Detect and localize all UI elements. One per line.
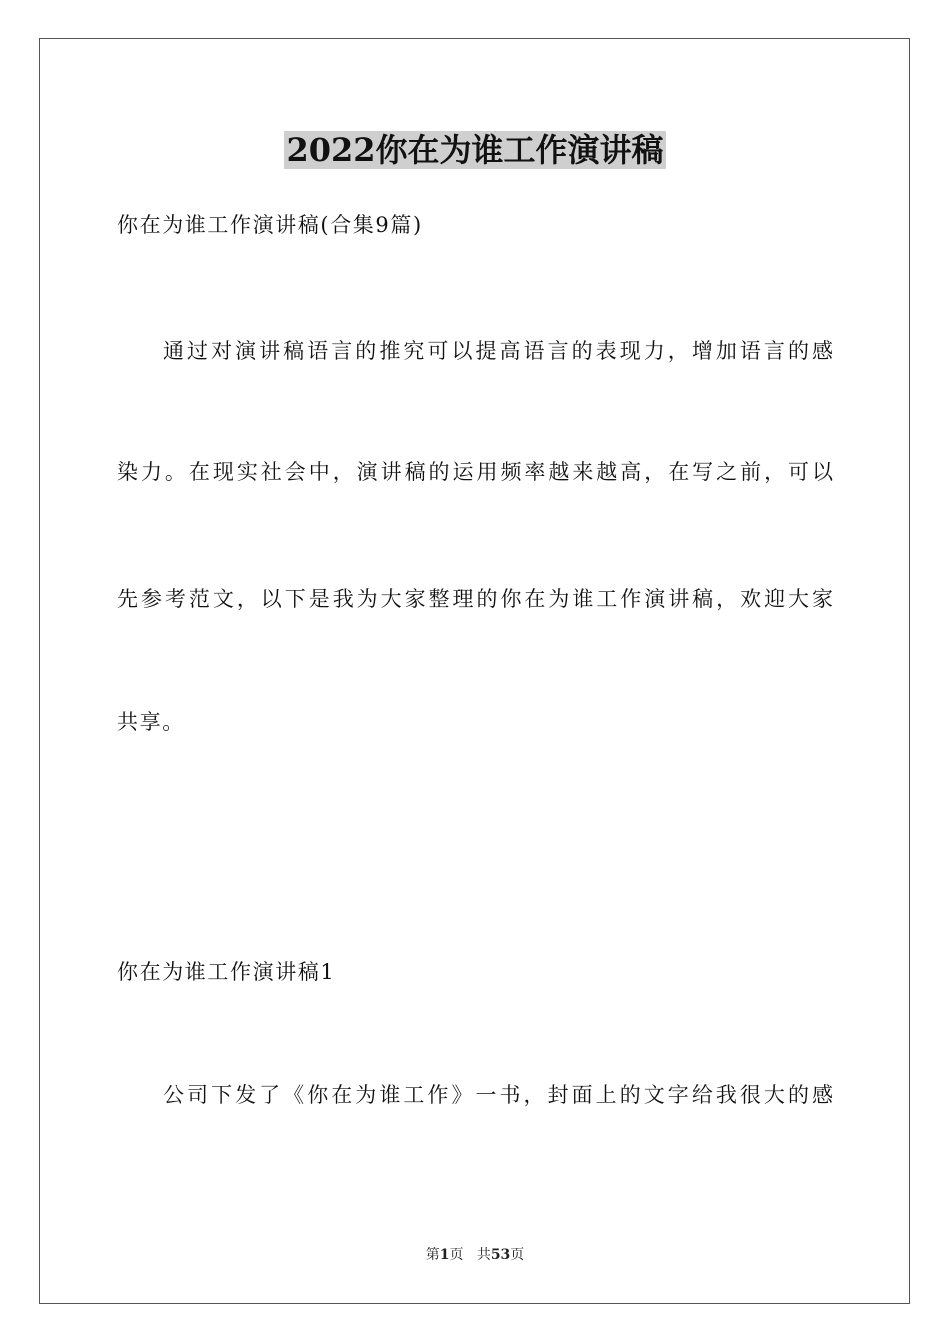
footer-total-suffix: 页 xyxy=(510,1247,525,1263)
footer-prefix: 第 xyxy=(425,1247,440,1263)
intro-line-4: 共享。 xyxy=(117,710,185,734)
footer-total-prefix: 共 xyxy=(476,1247,491,1263)
section-first-line: 公司下发了《你在为谁工作》一书，封面上的文字给我很大的感 xyxy=(163,1083,833,1107)
document-title xyxy=(0,128,950,172)
intro-line-2: 染力。在现实社会中，演讲稿的运用频率越来越高，在写之前，可以 xyxy=(117,460,833,484)
section-heading: 你在为谁工作演讲稿1 xyxy=(117,960,336,984)
intro-line-3: 先参考范文，以下是我为大家整理的你在为谁工作演讲稿，欢迎大家 xyxy=(117,587,833,611)
document-subtitle: 你在为谁工作演讲稿(合集9篇) xyxy=(117,213,423,237)
document-title-text: 2022你在为谁工作演讲稿 xyxy=(286,131,664,169)
page-footer xyxy=(0,1245,950,1265)
intro-line-1: 通过对演讲稿语言的推究可以提高语言的表现力，增加语言的感 xyxy=(163,339,833,363)
footer-total-pages: 53 xyxy=(490,1247,511,1263)
footer-page-number: 1 xyxy=(439,1247,450,1263)
footer-page-suffix: 页 xyxy=(449,1247,464,1263)
